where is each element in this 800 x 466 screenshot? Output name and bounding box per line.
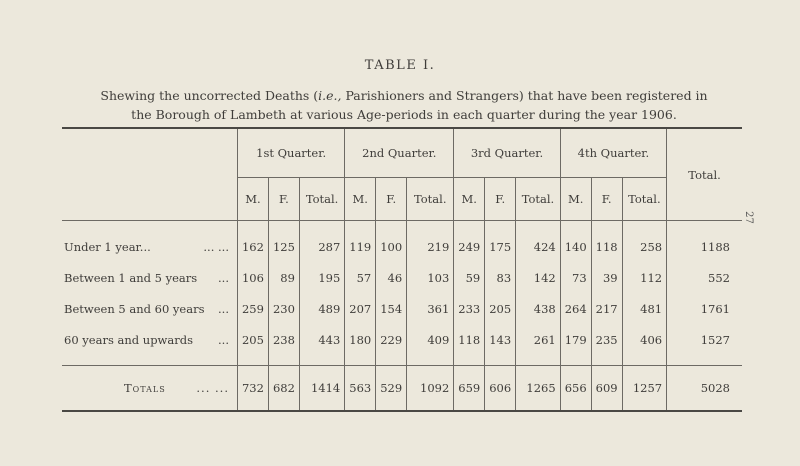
caption-italic: i.e., <box>318 88 342 103</box>
table-cell: 259 <box>237 293 268 324</box>
table-cell: 229 <box>376 324 407 355</box>
table-cell: 89 <box>268 262 299 293</box>
table-cell: 409 <box>407 324 454 355</box>
total-cell: 682 <box>268 366 299 412</box>
table-cell: 261 <box>516 324 561 355</box>
table-cell: 118 <box>591 231 622 262</box>
total-cell: 1257 <box>622 366 667 412</box>
page-number: 27 <box>742 211 754 224</box>
table-cell: 106 <box>237 262 268 293</box>
row-label: Under 1 year... ... ... <box>64 239 229 254</box>
table-cell: 180 <box>345 324 376 355</box>
table-row <box>62 231 742 262</box>
table-cell: 233 <box>454 293 485 324</box>
totals-label: Totals ... ... <box>62 366 237 412</box>
table-cell: 142 <box>516 262 561 293</box>
table-cell: 207 <box>345 293 376 324</box>
table-row <box>62 293 742 324</box>
table-cell: 264 <box>560 293 591 324</box>
table-cell: 424 <box>516 231 561 262</box>
sub-m: M. <box>345 178 376 221</box>
table-cell: 443 <box>299 324 344 355</box>
total-cell: 1092 <box>407 366 454 412</box>
table-row <box>62 262 742 293</box>
table-cell: 489 <box>299 293 344 324</box>
sub-total: Total. <box>407 178 454 221</box>
table-cell: 175 <box>485 231 516 262</box>
row-label: Between 1 and 5 years ... <box>64 270 229 285</box>
table-cell: 83 <box>485 262 516 293</box>
header-q3: 3rd Quarter. <box>454 128 560 178</box>
table-cell: 361 <box>407 293 454 324</box>
sub-f: F. <box>376 178 407 221</box>
table-cell: 73 <box>560 262 591 293</box>
sub-total: Total. <box>622 178 667 221</box>
caption-text-1: Shewing the uncorrected Deaths ( <box>100 88 319 103</box>
table-cell: 438 <box>516 293 561 324</box>
table-row <box>62 324 742 355</box>
total-cell: 1414 <box>299 366 344 412</box>
sub-total: Total. <box>299 178 344 221</box>
table-cell: 1527 <box>667 324 742 355</box>
table-cell: 205 <box>237 324 268 355</box>
table-cell: 143 <box>485 324 516 355</box>
table-cell: 219 <box>407 231 454 262</box>
caption-text-3: the Borough of Lambeth at various Age-periods in each quarter during the year 1906. <box>131 107 677 122</box>
sub-f: F. <box>268 178 299 221</box>
header-row-quarters <box>62 128 742 178</box>
table-cell: 179 <box>560 324 591 355</box>
table-cell: 235 <box>591 324 622 355</box>
header-q2: 2nd Quarter. <box>345 128 454 178</box>
caption-text-2: Parishioners and Strangers) that have been registered in <box>341 88 708 103</box>
table-cell: 552 <box>667 262 742 293</box>
table-cell: 1761 <box>667 293 742 324</box>
header-total: Total. <box>667 128 742 221</box>
table-cell: 140 <box>560 231 591 262</box>
table-cell: 195 <box>299 262 344 293</box>
table-cell: 59 <box>454 262 485 293</box>
total-cell: 5028 <box>667 366 742 412</box>
table-cell: 46 <box>376 262 407 293</box>
total-cell: 1265 <box>516 366 561 412</box>
deaths-table <box>62 127 742 412</box>
header-blank <box>62 128 237 221</box>
total-cell: 529 <box>376 366 407 412</box>
table-cell: 100 <box>376 231 407 262</box>
table-cell: 238 <box>268 324 299 355</box>
total-cell: 606 <box>485 366 516 412</box>
row-label: Between 5 and 60 years ... <box>64 301 229 316</box>
table-cell: 112 <box>622 262 667 293</box>
table-cell: 217 <box>591 293 622 324</box>
table-cell: 249 <box>454 231 485 262</box>
table-cell: 125 <box>268 231 299 262</box>
sub-m: M. <box>454 178 485 221</box>
table-cell: 205 <box>485 293 516 324</box>
totals-row <box>62 366 742 412</box>
sub-m: M. <box>237 178 268 221</box>
table-cell: 481 <box>622 293 667 324</box>
table-cell: 162 <box>237 231 268 262</box>
table-caption <box>74 86 734 124</box>
table-title: TABLE I. <box>364 58 436 73</box>
table-cell: 118 <box>454 324 485 355</box>
table-cell: 1188 <box>667 231 742 262</box>
table-cell: 230 <box>268 293 299 324</box>
total-cell: 609 <box>591 366 622 412</box>
total-cell: 563 <box>345 366 376 412</box>
sub-f: F. <box>591 178 622 221</box>
total-cell: 659 <box>454 366 485 412</box>
sub-total: Total. <box>516 178 561 221</box>
table-cell: 258 <box>622 231 667 262</box>
table-cell: 103 <box>407 262 454 293</box>
table-cell: 287 <box>299 231 344 262</box>
header-q4: 4th Quarter. <box>560 128 666 178</box>
sub-f: F. <box>485 178 516 221</box>
sub-m: M. <box>560 178 591 221</box>
table-cell: 119 <box>345 231 376 262</box>
row-label: 60 years and upwards ... <box>64 332 229 347</box>
table-cell: 154 <box>376 293 407 324</box>
table-cell: 39 <box>591 262 622 293</box>
total-cell: 732 <box>237 366 268 412</box>
table-cell: 406 <box>622 324 667 355</box>
total-cell: 656 <box>560 366 591 412</box>
table-cell: 57 <box>345 262 376 293</box>
header-q1: 1st Quarter. <box>237 128 344 178</box>
